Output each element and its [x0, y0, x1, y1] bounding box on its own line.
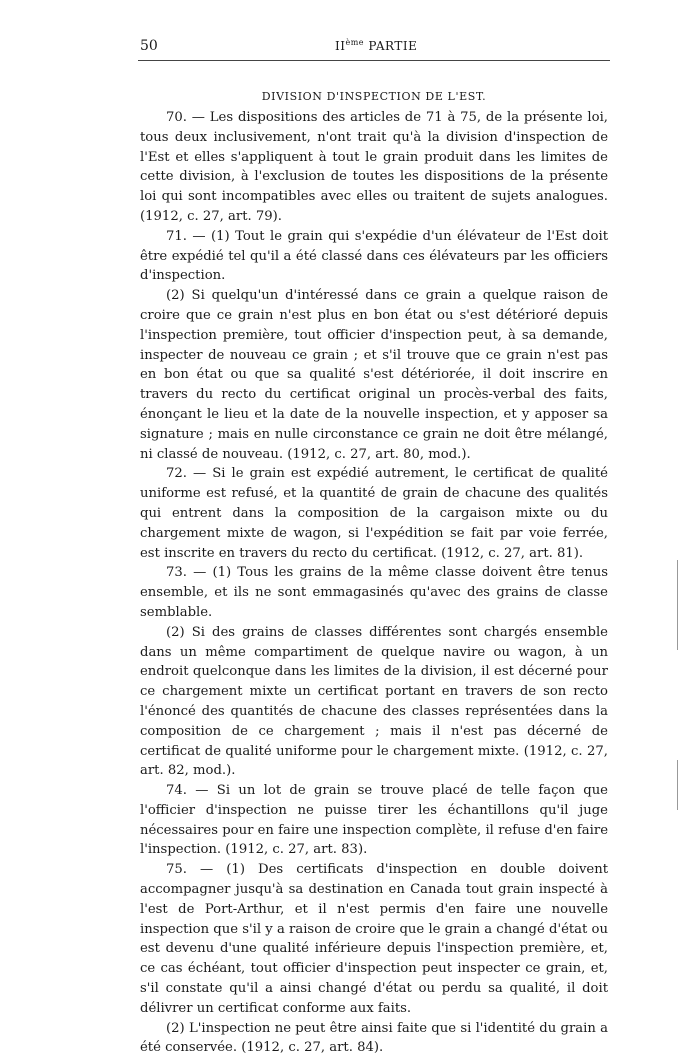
scan-edge-mark	[677, 560, 678, 650]
paragraph-art-71-1: 71. — (1) Tout le grain qui s'expédie d'un élévateur de l'Est doit être expédié tel qu'il a été classé dans ces élévateurs par les officiers d'inspection.	[140, 228, 608, 284]
part-label: PARTIE	[368, 39, 418, 53]
paragraph-art-75-2: (2) L'inspection ne peut être ainsi faite que si l'identité du grain a été conservée. (1912, c. 27, art. 84).	[140, 1020, 608, 1056]
part-title	[335, 38, 417, 53]
paragraph-art-71-2: (2) Si quelqu'un d'intéressé dans ce grain a quelque raison de croire que ce grain n'est plus en bon état ou s'est détérioré depuis l'inspection première, tout officier d'inspection peut, à sa demande, inspecter de nouveau ce grain ; et s'il trouve que ce grain n'est pas en bon état ou que sa qualité s'est détériorée, il doit inscrire en travers du recto du certificat original un procès-verbal des faits, énonçant le lieu et la date de la nouvelle inspection, et y apposer sa signature ; mais en nulle circonstance ce grain ne doit être mélangé, ni classé de nouveau. (1912, c. 27, art. 80, mod.).	[140, 288, 608, 462]
paragraph-art-75-1: 75. — (1) Des certificats d'inspection en double doivent accompagner jusqu'à sa destination en Canada tout grain inspecté à l'est de Port-Arthur, et il n'est permis d'en faire une nouvelle inspection que s'il y a raison de croire que le grain a changé d'état ou est devenu d'une qualité inférieure depuis l'inspection première, et, ce cas échéant, tout officier d'inspection peut inspecter ce grain, et, s'il constate qu'il a ainsi changé d'état ou perdu sa qualité, il doit délivrer un certificat conforme aux faits.	[140, 862, 608, 1016]
paragraph-art-73-1: 73. — (1) Tous les grains de la même classe doivent être tenus ensemble, et ils ne sont emmagasinés qu'avec des grains de classe semblable.	[140, 565, 608, 620]
part-ordinal: II	[335, 39, 346, 53]
scan-edge-mark	[677, 760, 678, 810]
paragraph-art-74: 74. — Si un lot de grain se trouve placé de telle façon que l'officier d'inspection ne puisse tirer les échantillons qu'il juge nécessaires pour en faire une inspection complète, il refuse d'en faire l'inspection. (1912, c. 27, art. 83).	[140, 783, 608, 858]
page-number: 50	[140, 38, 158, 54]
paragraph-art-72: 72. — Si le grain est expédié autrement, le certificat de qualité uniforme est refusé, et la quantité de grain de chacune des qualités qui entrent dans la composition de la cargaison mixte ou du chargement mixte de wagon, si l'expédition se fait par voie ferrée, est inscrite en travers du recto du certificat. (1912, c. 27, art. 81).	[140, 466, 608, 561]
header-rule	[138, 60, 610, 61]
body-text	[140, 108, 608, 1058]
section-heading: DIVISION D'INSPECTION DE L'EST.	[261, 90, 487, 103]
part-superscript: ème	[345, 38, 365, 47]
paragraph-art-70: 70. — Les dispositions des articles de 71 à 75, de la présente loi, tous deux inclusivement, n'ont trait qu'à la division d'inspection de l'Est et elles s'appliquent à tout le grain produit dans les limites de cette division, à l'exclusion de toutes les dispositions de la présente loi qui sont incompatibles avec elles ou traitent de sujets analogues. (1912, c. 27, art. 79).	[140, 110, 608, 224]
paragraph-art-73-2: (2) Si des grains de classes différentes sont chargés ensemble dans un même compartiment de quelque navire ou wagon, à un endroit quelconque dans les limites de la division, il est décerné pour ce chargement mixte un certificat portant en travers de son recto l'énoncé des quantités de chacune des classes représentées dans la composition de ce chargement ; mais il n'est pas décerné de certificat de qualité uniforme pour le chargement mixte. (1912, c. 27, art. 82, mod.).	[140, 624, 608, 779]
page-header	[140, 38, 610, 58]
